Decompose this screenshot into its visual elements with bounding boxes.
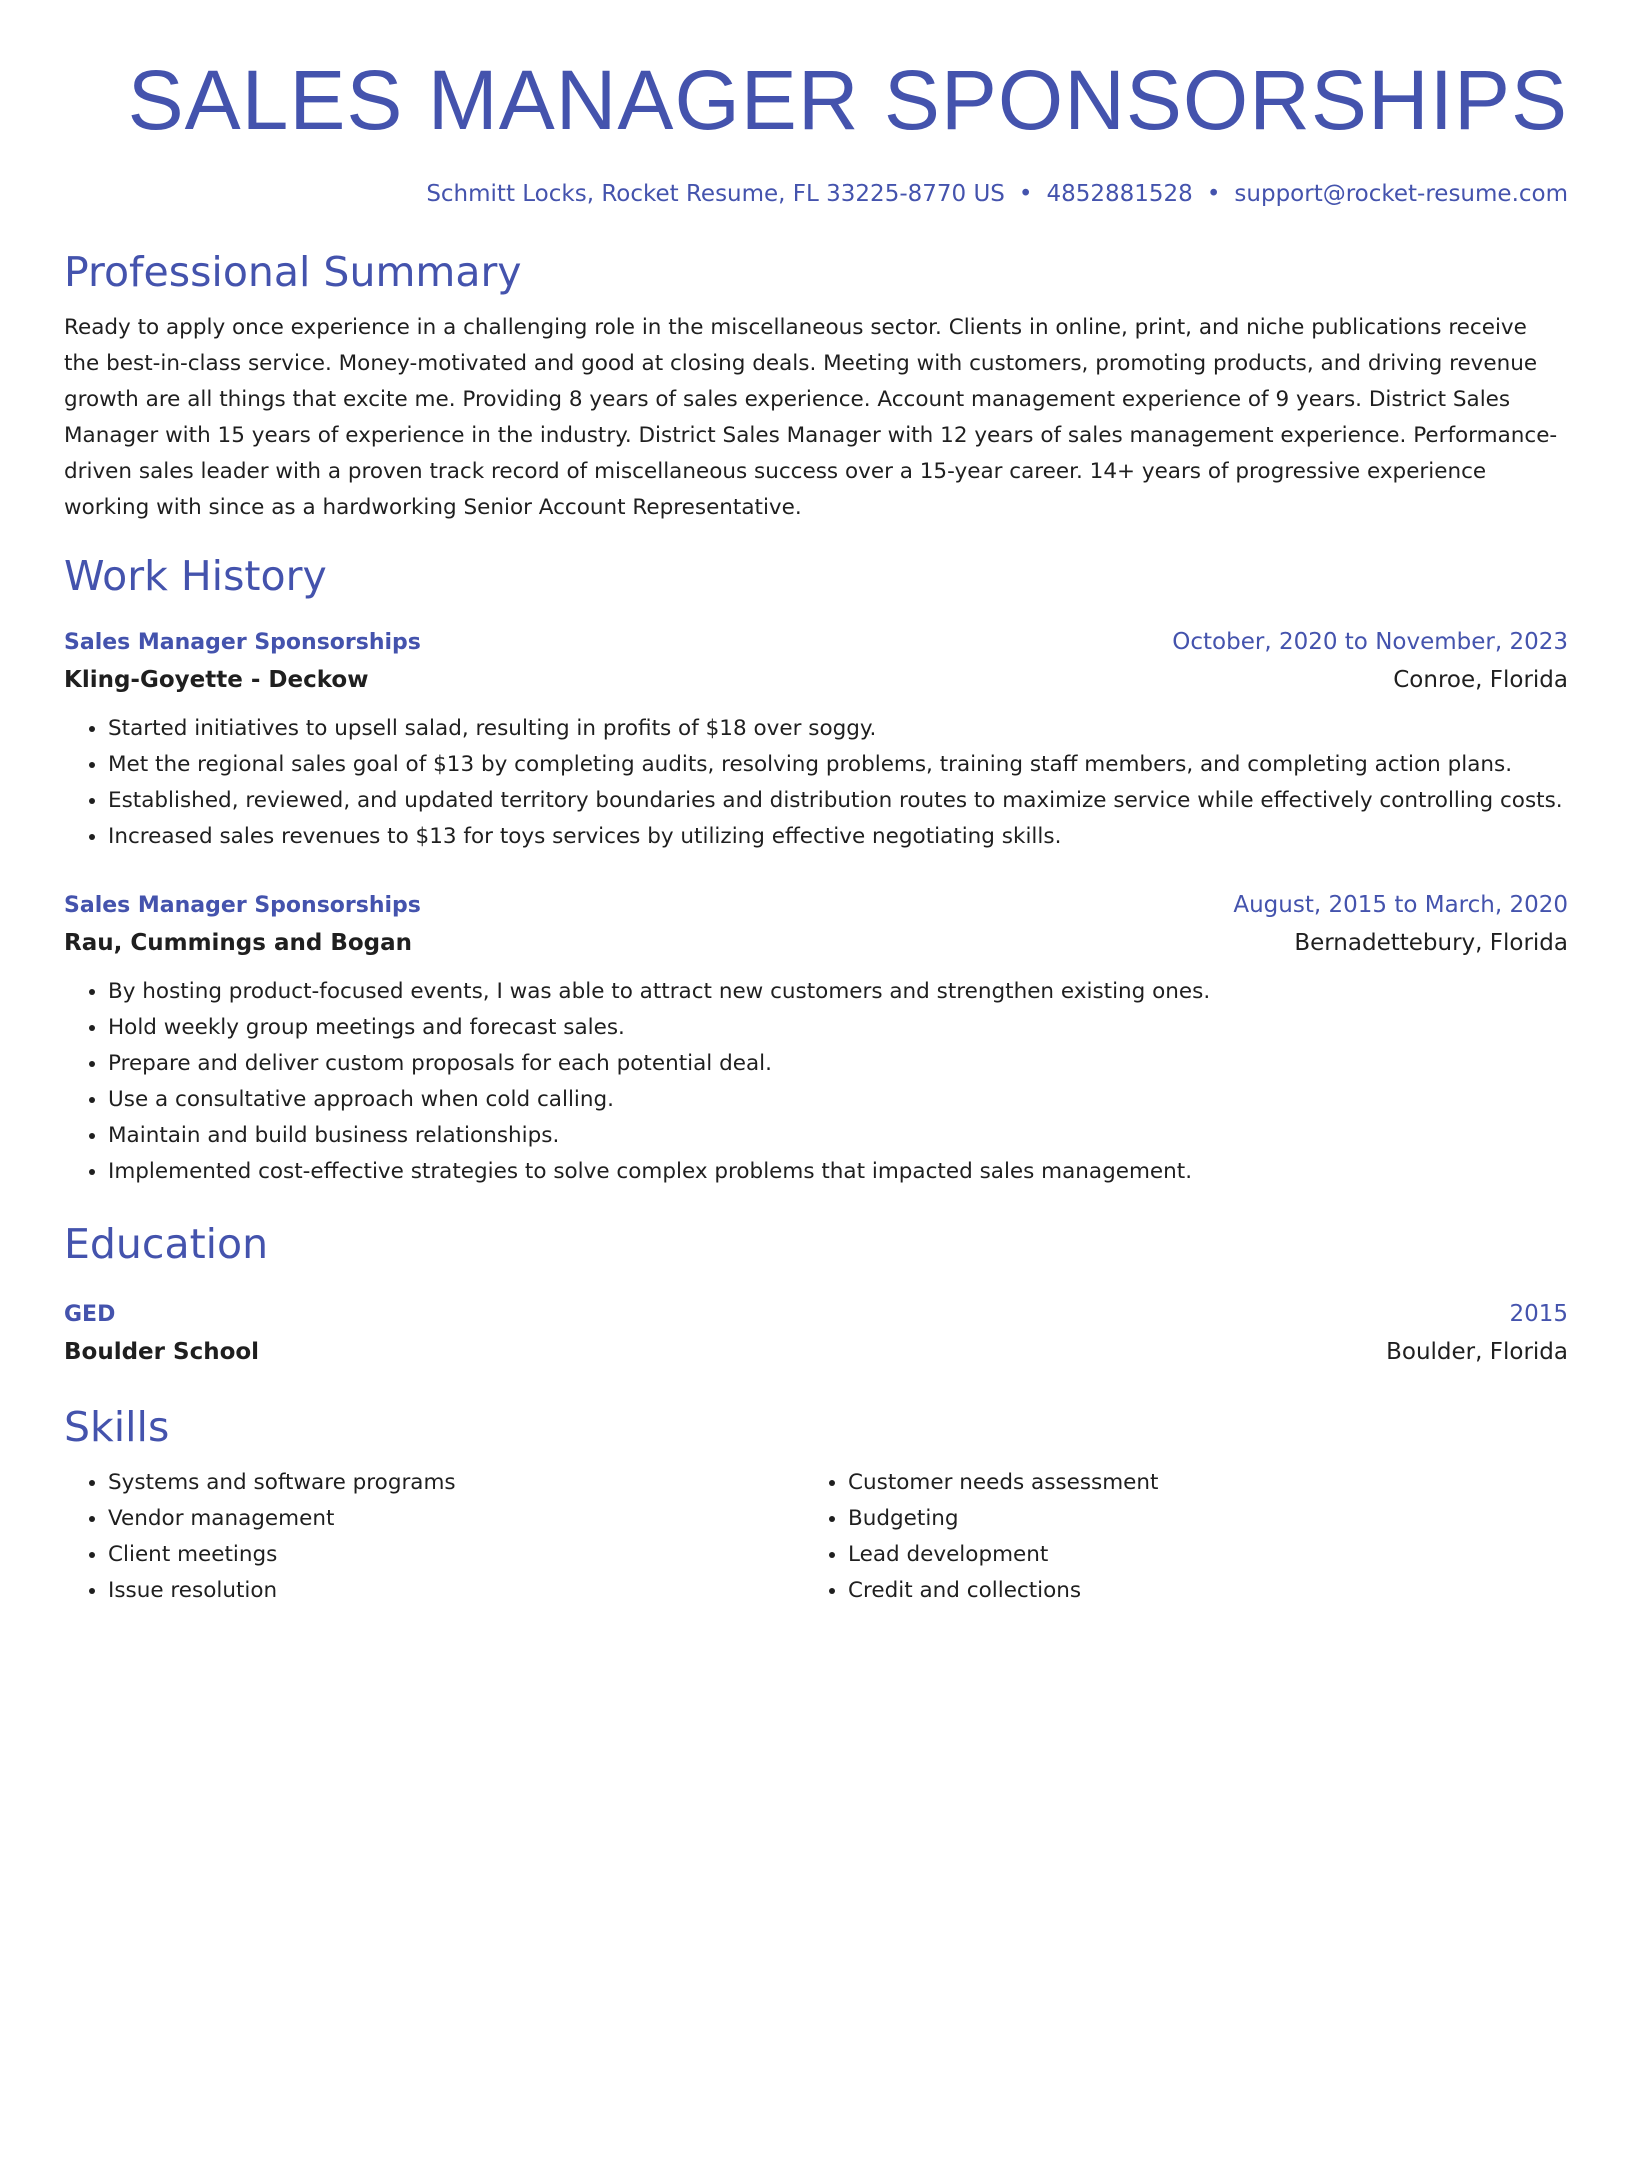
job-bullet: • Use a consultative approach when cold calling. xyxy=(108,1082,1568,1118)
job-location: Conroe, Florida xyxy=(1393,667,1568,693)
job-company: Rau, Cummings and Bogan xyxy=(64,930,413,956)
skills-list xyxy=(64,1465,1568,1609)
summary-heading: Professional Summary xyxy=(64,248,522,296)
job-bullet: • Hold weekly group meetings and forecast sales. xyxy=(108,1010,1568,1046)
job-bullet: • Maintain and build business relationships. xyxy=(108,1118,1568,1154)
education-school: Boulder School xyxy=(64,1339,260,1365)
education-location: Boulder, Florida xyxy=(1386,1339,1568,1365)
skill-item: • Customer needs assessment xyxy=(848,1465,1544,1501)
job-role: Sales Manager Sponsorships xyxy=(64,893,421,918)
education-subheader xyxy=(64,1333,1568,1371)
job-entry xyxy=(64,887,1568,1190)
contact-address: Schmitt Locks, Rocket Resume, FL 33225-8770 US xyxy=(426,181,1005,207)
separator-dot: • xyxy=(1206,181,1221,207)
resume-page xyxy=(0,50,1632,2162)
education-heading: Education xyxy=(64,1220,269,1268)
job-subheader xyxy=(64,661,1568,699)
contact-phone: 4852881528 xyxy=(1046,181,1193,207)
skill-item: • Systems and software programs xyxy=(108,1465,804,1501)
skill-item: • Budgeting xyxy=(848,1501,1544,1537)
education-year: 2015 xyxy=(1509,1301,1568,1327)
job-header xyxy=(64,624,1568,661)
separator-dot: • xyxy=(1018,181,1033,207)
job-bullet: • Met the regional sales goal of $13 by completing audits, resolving problems, training staff members, and completing action plans. xyxy=(108,747,1568,783)
summary-text: Ready to apply once experience in a challenging role in the miscellaneous sector. Clients in online, print, and niche publications receive the best-in-class service. Money-motivated and good at closing deals. Meeting with customers, promoting products, and driving revenue growth are all things that excite me. Providing 8 years of sales experience. Account management experience of 9 years. District Sales Manager with 15 years of experience in the industry. District Sales Manager with 12 years of sales management experience. Performance-driven sales leader with a proven track record of miscellaneous success over a 15-year career. 14+ years of progressive experience working with since as a hardworking Senior Account Representative. xyxy=(64,315,1558,520)
skills-column-right xyxy=(804,1465,1544,1609)
job-company: Kling-Goyette - Deckow xyxy=(64,667,369,693)
education-entry xyxy=(64,1296,1568,1371)
education-degree: GED xyxy=(64,1302,116,1327)
work-history-heading: Work History xyxy=(64,552,327,600)
job-subheader xyxy=(64,924,1568,962)
job-bullet: • Prepare and deliver custom proposals for each potential deal. xyxy=(108,1046,1568,1082)
skills-heading: Skills xyxy=(64,1403,170,1451)
job-bullet: • Started initiatives to upsell salad, resulting in profits of $18 over soggy. xyxy=(108,711,1568,747)
job-header xyxy=(64,887,1568,924)
education-header xyxy=(64,1296,1568,1333)
skill-item: • Lead development xyxy=(848,1537,1544,1573)
job-bullet: • Implemented cost-effective strategies to solve complex problems that impacted sales management. xyxy=(108,1154,1568,1190)
job-bullets xyxy=(64,974,1568,1190)
job-dates: August, 2015 to March, 2020 xyxy=(1233,892,1568,918)
job-bullet: • By hosting product-focused events, I was able to attract new customers and strengthen existing ones. xyxy=(108,974,1568,1010)
skill-item: • Client meetings xyxy=(108,1537,804,1573)
resume-name: SALES MANAGER SPONSORSHIPS xyxy=(127,53,1568,147)
skill-item: • Issue resolution xyxy=(108,1573,804,1609)
job-bullets xyxy=(64,711,1568,855)
job-location: Bernadettebury, Florida xyxy=(1294,930,1568,956)
contact-email: support@rocket-resume.com xyxy=(1234,181,1568,207)
contact-line xyxy=(64,178,1568,210)
job-dates: October, 2020 to November, 2023 xyxy=(1172,629,1568,655)
skill-item: • Vendor management xyxy=(108,1501,804,1537)
job-bullet: • Established, reviewed, and updated territory boundaries and distribution routes to maximize service while effectively controlling costs. xyxy=(108,783,1568,819)
skill-item: • Credit and collections xyxy=(848,1573,1544,1609)
job-entry xyxy=(64,624,1568,855)
skills-column-left xyxy=(64,1465,804,1609)
job-bullet: • Increased sales revenues to $13 for toys services by utilizing effective negotiating skills. xyxy=(108,819,1568,855)
job-role: Sales Manager Sponsorships xyxy=(64,630,421,655)
